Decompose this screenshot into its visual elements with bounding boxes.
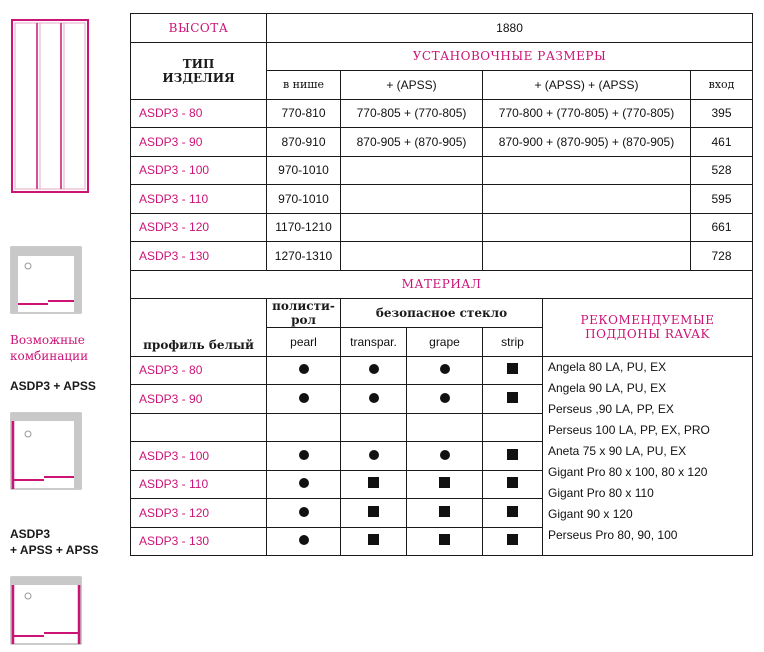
col-apss: + (APSS): [341, 71, 483, 100]
mat-model: ASDP3 - 120: [131, 499, 267, 528]
dot-icon: [369, 450, 379, 460]
tray-item: Perseus ,90 LA, PP, EX: [548, 401, 674, 416]
trays-label: РЕКОМЕНДУЕМЫЕ ПОДДОНЫ RAVAK: [543, 299, 753, 357]
mark-strip: [483, 385, 543, 414]
height-label: ВЫСОТА: [131, 14, 267, 43]
tray-item: Aneta 75 x 90 LA, PU, EX: [548, 443, 687, 458]
dot-icon: [369, 364, 379, 374]
size-model: ASDP3 - 90: [131, 128, 267, 157]
combo2-label-2: + APSS + APSS: [10, 543, 99, 557]
combos-label-2: комбинации: [10, 349, 89, 363]
square-icon: [507, 449, 518, 460]
material-row: [131, 356, 753, 385]
size-entry: 661: [691, 213, 753, 242]
size-model: ASDP3 - 120: [131, 213, 267, 242]
col-entry: вход: [691, 71, 753, 100]
size-row: [131, 242, 753, 271]
tray-item: Gigant 90 x 120: [548, 506, 633, 521]
size-apss: [341, 242, 483, 271]
mark-grape: [407, 413, 483, 442]
trays-list: [543, 356, 753, 556]
dot-icon: [299, 450, 309, 460]
mark-transpar: [341, 527, 407, 556]
mark-pearl: [267, 470, 341, 499]
size-apss2: [483, 213, 691, 242]
size-apss: [341, 156, 483, 185]
combo2-label-1: ASDP3: [10, 527, 51, 541]
size-model: ASDP3 - 100: [131, 156, 267, 185]
dot-icon: [440, 364, 450, 374]
mark-strip: [483, 413, 543, 442]
dot-icon: [299, 478, 309, 488]
mark-grape: [407, 442, 483, 471]
size-entry: 395: [691, 99, 753, 128]
tray-item: Gigant Pro 80 x 100, 80 x 120: [548, 464, 708, 479]
profile-label: профиль белый: [131, 299, 267, 357]
size-apss2: 870-900 + (870-905) + (870-905): [483, 128, 691, 157]
size-row: [131, 213, 753, 242]
mark-strip: [483, 442, 543, 471]
square-icon: [439, 477, 450, 488]
mark-transpar: [341, 442, 407, 471]
niche-plan-icon: [10, 246, 82, 316]
square-icon: [368, 534, 379, 545]
size-entry: 461: [691, 128, 753, 157]
size-apss: 770-805 + (770-805): [341, 99, 483, 128]
mat-model: ASDP3 - 130: [131, 527, 267, 556]
safety-glass-label: безопасное стекло: [341, 299, 543, 328]
mark-grape: [407, 470, 483, 499]
dot-icon: [299, 507, 309, 517]
square-icon: [368, 477, 379, 488]
mat-model: ASDP3 - 110: [131, 470, 267, 499]
mark-pearl: [267, 442, 341, 471]
dot-icon: [440, 450, 450, 460]
mark-grape: [407, 385, 483, 414]
mark-strip: [483, 356, 543, 385]
size-model: ASDP3 - 80: [131, 99, 267, 128]
square-icon: [507, 392, 518, 403]
mark-pearl: [267, 413, 341, 442]
mark-grape: [407, 499, 483, 528]
polystyrol-label: полисти- рол: [267, 299, 341, 328]
size-apss2: [483, 242, 691, 271]
size-model: ASDP3 - 130: [131, 242, 267, 271]
dot-icon: [299, 393, 309, 403]
mark-transpar: [341, 413, 407, 442]
combo1-plan-icon: [10, 412, 82, 492]
mark-strip: [483, 470, 543, 499]
tray-item: Perseus Pro 80, 90, 100: [548, 527, 678, 542]
dot-icon: [299, 535, 309, 545]
size-row: [131, 185, 753, 214]
mark-pearl: [267, 499, 341, 528]
mark-strip: [483, 499, 543, 528]
tray-item: Angela 80 LA, PU, EX: [548, 359, 667, 374]
mat-col-grape: grape: [407, 328, 483, 357]
size-entry: 595: [691, 185, 753, 214]
size-row: [131, 156, 753, 185]
square-icon: [439, 534, 450, 545]
tray-item: Perseus 100 LA, PP, EX, PRO: [548, 422, 710, 437]
mark-pearl: [267, 527, 341, 556]
dot-icon: [299, 364, 309, 374]
size-model: ASDP3 - 110: [131, 185, 267, 214]
mark-transpar: [341, 356, 407, 385]
mark-transpar: [341, 470, 407, 499]
size-niche: 1270-1310: [267, 242, 341, 271]
dot-icon: [369, 393, 379, 403]
mat-col-pearl: pearl: [267, 328, 341, 357]
size-apss: [341, 185, 483, 214]
mark-pearl: [267, 356, 341, 385]
square-icon: [368, 506, 379, 517]
mat-col-strip: strip: [483, 328, 543, 357]
mat-model: [131, 413, 267, 442]
col-apss2: + (APSS) + (APSS): [483, 71, 691, 100]
mark-grape: [407, 527, 483, 556]
square-icon: [507, 534, 518, 545]
sliding-door-front-view: [10, 18, 90, 198]
size-row: [131, 99, 753, 128]
mat-model: ASDP3 - 90: [131, 385, 267, 414]
square-icon: [439, 506, 450, 517]
install-label: УСТАНОВОЧНЫЕ РАЗМЕРЫ: [267, 42, 753, 71]
mat-model: ASDP3 - 80: [131, 356, 267, 385]
combo1-label: ASDP3 + APSS: [10, 379, 96, 393]
mark-transpar: [341, 499, 407, 528]
size-niche: 770-810: [267, 99, 341, 128]
type-label: ТИП ИЗДЕЛИЯ: [131, 42, 267, 99]
material-label: МАТЕРИАЛ: [131, 270, 753, 299]
col-niche: в нише: [267, 71, 341, 100]
mat-model: ASDP3 - 100: [131, 442, 267, 471]
size-apss2: [483, 185, 691, 214]
size-niche: 1170-1210: [267, 213, 341, 242]
mat-col-transpar: transpar.: [341, 328, 407, 357]
square-icon: [507, 477, 518, 488]
spec-table: [130, 13, 753, 556]
dot-icon: [440, 393, 450, 403]
size-niche: 870-910: [267, 128, 341, 157]
mark-strip: [483, 527, 543, 556]
size-niche: 970-1010: [267, 185, 341, 214]
size-apss2: 770-800 + (770-805) + (770-805): [483, 99, 691, 128]
square-icon: [507, 506, 518, 517]
illustration-column: [0, 0, 124, 652]
mark-pearl: [267, 385, 341, 414]
square-icon: [507, 363, 518, 374]
size-row: [131, 128, 753, 157]
size-apss: 870-905 + (870-905): [341, 128, 483, 157]
size-entry: 728: [691, 242, 753, 271]
mark-transpar: [341, 385, 407, 414]
size-niche: 970-1010: [267, 156, 341, 185]
height-value: 1880: [267, 14, 753, 43]
mark-grape: [407, 356, 483, 385]
tray-item: Angela 90 LA, PU, EX: [548, 380, 667, 395]
size-apss2: [483, 156, 691, 185]
size-entry: 528: [691, 156, 753, 185]
combos-label-1: Возможные: [10, 333, 85, 347]
size-apss: [341, 213, 483, 242]
combo2-plan-icon: [10, 576, 82, 646]
tray-item: Gigant Pro 80 x 110: [548, 485, 654, 500]
